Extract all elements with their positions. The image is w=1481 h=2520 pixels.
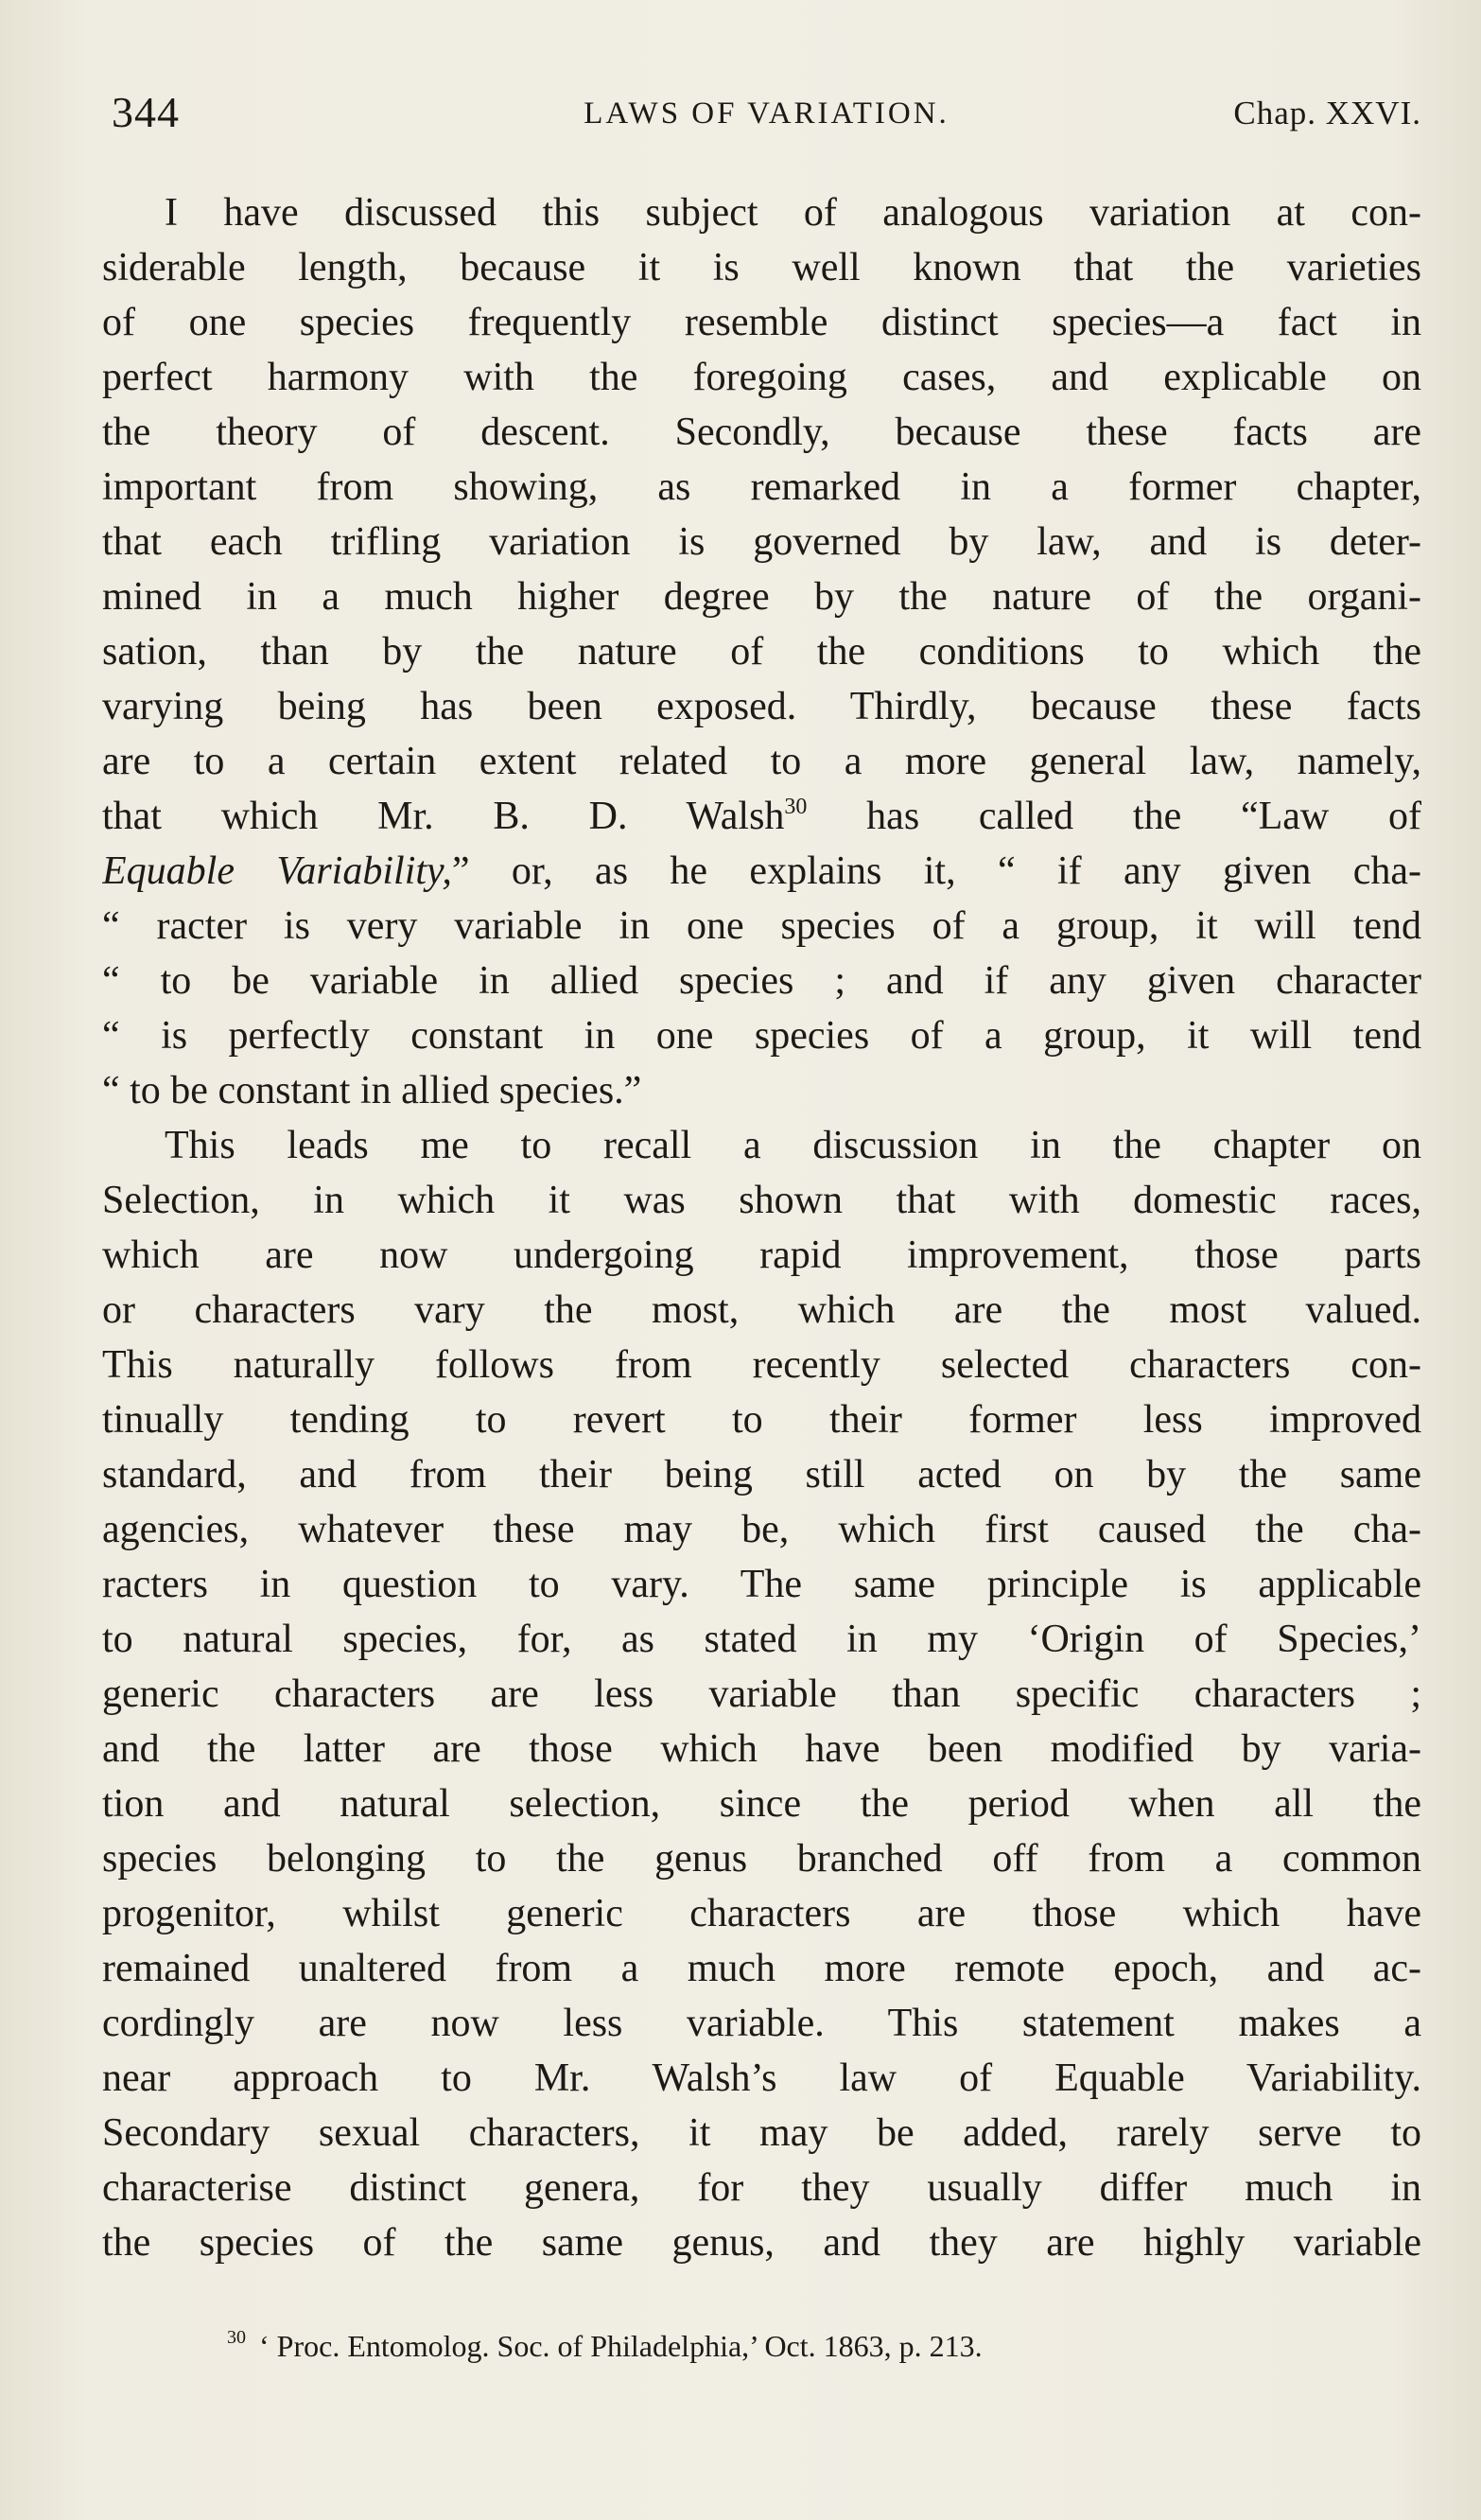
- text-line: [102, 2161, 1421, 2215]
- line-text: sation, than by the nature of the conditions to which the: [102, 630, 1421, 674]
- text-line: [102, 460, 1421, 515]
- line-text: Secondary sexual characters, it may be added, rarely serve to: [102, 2111, 1421, 2155]
- text-line: [102, 624, 1421, 679]
- text-line: [102, 405, 1421, 460]
- line-text: racters in question to vary. The same principle is applicable: [102, 1563, 1421, 1606]
- text-line: [102, 515, 1421, 569]
- line-text: the theory of descent. Secondly, because these facts are: [102, 411, 1421, 454]
- text-line: [102, 1831, 1421, 1886]
- footnote-reference: 30: [784, 795, 808, 819]
- text-line: [102, 844, 1421, 899]
- text-line: [102, 569, 1421, 624]
- line-text: agencies, whatever these may be, which first caused the cha-: [102, 1508, 1421, 1551]
- text-line: [102, 1557, 1421, 1612]
- line-text: “ is perfectly constant in one species of a group, it will tend: [102, 1014, 1421, 1058]
- page-number: 344: [112, 88, 180, 136]
- text-line: [102, 2215, 1421, 2270]
- text-line: [102, 185, 1421, 240]
- line-text: species belonging to the genus branched off from a common: [102, 1837, 1421, 1881]
- text-line: [102, 2106, 1421, 2161]
- text-line: [102, 734, 1421, 789]
- text-line: [102, 1667, 1421, 1722]
- text-line: [102, 1173, 1421, 1228]
- line-text: of one species frequently resemble distinct species—a fact in: [102, 301, 1421, 344]
- text-line: [102, 1118, 1421, 1173]
- text-line: [102, 1447, 1421, 1502]
- text-line: [102, 2051, 1421, 2106]
- line-text: varying being has been exposed. Thirdly, because these facts: [102, 685, 1421, 728]
- footnote-text: ‘ Proc. Entomolog. Soc. of Philadelphia,’ Oct. 1863, p. 213.: [259, 2329, 983, 2363]
- text-line: [102, 1776, 1421, 1831]
- text-line: [102, 240, 1421, 295]
- text-line: [102, 789, 1421, 844]
- text-line: [102, 1283, 1421, 1338]
- line-text: near approach to Mr. Walsh’s law of Equable Variability.: [102, 2056, 1421, 2100]
- line-text: or characters vary the most, which are the most valued.: [102, 1288, 1421, 1332]
- line-text: tion and natural selection, since the period when all the: [102, 1782, 1421, 1826]
- text-line: [102, 295, 1421, 350]
- line-text: and the latter are those which have been modified by varia-: [102, 1727, 1421, 1771]
- line-text: “ to be constant in allied species.”: [102, 1069, 642, 1112]
- line-text: which are now undergoing rapid improvement, those parts: [102, 1234, 1421, 1277]
- line-text: ” or, as he explains it, “ if any given cha-: [451, 849, 1421, 893]
- text-line: [102, 1392, 1421, 1447]
- text-line: [102, 1338, 1421, 1392]
- running-title: LAWS OF VARIATION.: [584, 96, 950, 131]
- line-text: tinually tending to revert to their former less improved: [102, 1398, 1421, 1442]
- line-text: “ racter is very variable in one species of a group, it will tend: [102, 904, 1421, 948]
- line-text: are to a certain extent related to a more general law, namely,: [102, 740, 1421, 783]
- line-text: cordingly are now less variable. This statement makes a: [102, 2002, 1421, 2045]
- footnote-marker: 30: [227, 2327, 246, 2348]
- line-text: I have discussed this subject of analogous variation at con-: [165, 191, 1421, 235]
- text-line: [102, 1063, 1421, 1118]
- line-text: remained unaltered from a much more remote epoch, and ac-: [102, 1947, 1421, 1990]
- line-text: that each trifling variation is governed by law, and is deter-: [102, 520, 1421, 564]
- running-header: [112, 87, 1421, 153]
- text-line: [102, 1008, 1421, 1063]
- line-text: perfect harmony with the foregoing cases, and explicable on: [102, 356, 1421, 399]
- text-line: [102, 350, 1421, 405]
- line-text: important from showing, as remarked in a former chapter,: [102, 465, 1421, 509]
- text-line: [102, 1502, 1421, 1557]
- text-line: [102, 899, 1421, 954]
- text-line: [102, 1612, 1421, 1667]
- line-text: siderable length, because it is well known that the varieties: [102, 246, 1421, 289]
- text-line: [102, 679, 1421, 734]
- text-line: [102, 1996, 1421, 2051]
- line-text: to natural species, for, as stated in my ‘Origin of Species,’: [102, 1618, 1421, 1661]
- text-line: [102, 1228, 1421, 1283]
- line-text: Selection, in which it was shown that with domestic races,: [102, 1179, 1421, 1222]
- line-text: “ to be variable in allied species ; and if any given character: [102, 959, 1421, 1003]
- footnote: [227, 2329, 983, 2364]
- line-text: This naturally follows from recently selected characters con-: [102, 1343, 1421, 1387]
- line-text: the species of the same genus, and they are highly variable: [102, 2221, 1421, 2265]
- line-text: characterise distinct genera, for they usually differ much in: [102, 2166, 1421, 2210]
- text-line: [102, 1722, 1421, 1776]
- line-text: that which Mr. B. D. Walsh: [102, 795, 785, 838]
- body-text: [102, 185, 1421, 2270]
- text-line: [102, 954, 1421, 1008]
- text-line: [102, 1941, 1421, 1996]
- line-text: generic characters are less variable than specific characters ;: [102, 1672, 1421, 1716]
- line-text: This leads me to recall a discussion in the chapter on: [165, 1124, 1421, 1167]
- line-text: progenitor, whilst generic characters are those which have: [102, 1892, 1421, 1935]
- line-text: standard, and from their being still acted on by the same: [102, 1453, 1421, 1496]
- italic-term: Equable Variability,: [102, 849, 452, 893]
- chapter-reference: Chap. XXVI.: [1233, 95, 1421, 131]
- line-text: mined in a much higher degree by the nature of the organi-: [102, 575, 1421, 619]
- line-text-continued: has called the “Law of: [807, 795, 1421, 838]
- text-line: [102, 1886, 1421, 1941]
